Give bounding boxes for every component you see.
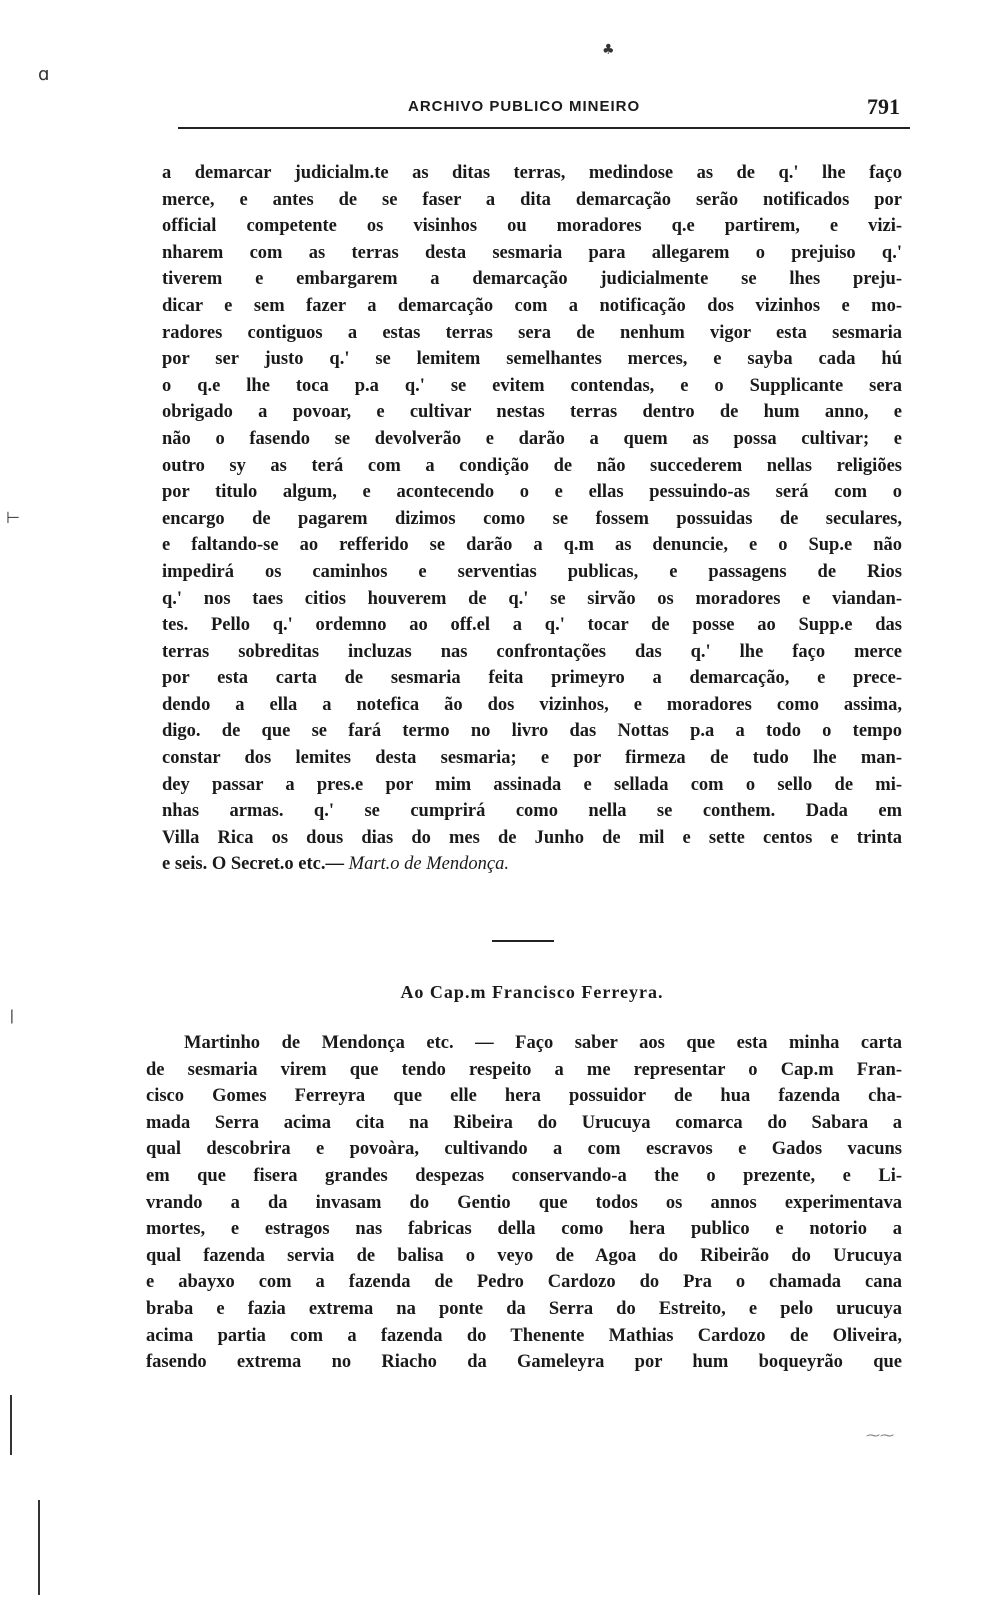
text-line: braba e fazia extrema na ponte da Serra do Estreito, e pelo urucuya	[146, 1298, 902, 1319]
second-entry-text	[146, 1030, 902, 1376]
text-line: obrigado a povoar, e cultivar nestas terras dentro de hum anno, e	[162, 402, 902, 423]
text-line: em que fisera grandes despezas conservando-a the o prezente, e Li-	[146, 1165, 902, 1186]
text-line: merce, e antes de se faser a dita demarcação serão notificados por	[162, 189, 902, 210]
margin-mark: ♣	[602, 42, 615, 58]
text-line: e abayxo com a fazenda de Pedro Cardozo do Pra o chamada cana	[146, 1272, 902, 1293]
running-head	[178, 94, 908, 124]
text-line: de sesmaria virem que tendo respeito a me representar o Cap.m Fran-	[146, 1059, 902, 1080]
text-line: mortes, e estragos nas fabricas della como hera publico e notorio a	[146, 1219, 902, 1240]
text-line: acima partia com a fazenda do Thenente Mathias Cardozo de Oliveira,	[146, 1325, 902, 1346]
text-line: por esta carta de sesmaria feita primeyro a demarcação, e prece-	[162, 668, 902, 689]
text-line: outro sy as terá com a condição de não succederem nellas religiões	[162, 455, 902, 476]
first-entry-text	[162, 160, 902, 878]
text-line: mada Serra acima cita na Ribeira do Urucuya comarca do Sabara a	[146, 1112, 902, 1133]
text-line: Martinho de Mendonça etc. — Faço saber aos que esta minha carta	[184, 1033, 902, 1053]
margin-mark: ɑ	[38, 64, 50, 85]
text-line: digo. de que se fará termo no livro das Nottas p.a a todo o tempo	[162, 721, 902, 742]
text-line: por ser justo q.' se lemitem semelhantes merces, e sayba cada hú	[162, 349, 902, 370]
signature: Mart.o de Mendonça.	[348, 854, 509, 875]
closing-text: e seis. O Secret.o etc.—	[162, 854, 345, 875]
text-line: official competente os visinhos ou moradores q.e partirem, e vizi-	[162, 216, 902, 237]
section-divider	[492, 940, 554, 942]
section-heading: Ao Cap.m Francisco Ferreyra.	[400, 982, 664, 1002]
text-line: dicar e sem fazer a demarcação com a notificação dos vizinhos e mo-	[162, 295, 902, 316]
text-line: tes. Pello q.' ordemno ao off.el a q.' tocar de posse ao Supp.e das	[162, 615, 902, 636]
text-line: nharem com as terras desta sesmaria para allegarem o prejuiso q.'	[162, 242, 902, 263]
text-line: cisco Gomes Ferreyra que elle hera possuidor de hua fazenda cha-	[146, 1086, 902, 1107]
text-line: e faltando-se ao refferido se darão a q.m as denuncie, e o Sup.e não	[162, 535, 902, 556]
text-line: não o fasendo se devolverão e darão a quem as possa cultivar; e	[162, 428, 902, 449]
text-line: qual fazenda servia de balisa o veyo de Agoa do Ribeirão do Urucuya	[146, 1245, 902, 1266]
margin-mark: ⁓⁓	[866, 1428, 894, 1444]
margin-scan-line	[10, 1395, 12, 1455]
text-line: encargo de pagarem dizimos como se fossem possuidas de seculares,	[162, 508, 902, 529]
page-number: 791	[867, 94, 900, 119]
margin-mark: ⊢	[6, 508, 20, 527]
text-line: nhas armas. q.' se cumprirá como nella se conthem. Dada em	[162, 801, 902, 822]
margin-scan-line	[38, 1500, 40, 1595]
text-line: por titulo algum, e acontecendo o e ellas pessuindo-as será com o	[162, 482, 902, 503]
text-line: dendo a ella a notefica ão dos vizinhos, e moradores como assima,	[162, 694, 902, 715]
text-line: Villa Rica os dous dias do mes de Junho de mil e sette centos e trinta	[162, 827, 902, 848]
text-line: qual descobrira e povoàra, cultivando a com escravos e Gados vacuns	[146, 1139, 902, 1160]
text-line: constar dos lemites desta sesmaria; e por firmeza de tudo lhe man-	[162, 748, 902, 769]
text-line: fasendo extrema no Riacho da Gameleyra por hum boqueyrão que	[146, 1352, 902, 1373]
header-rule	[178, 127, 910, 129]
margin-mark: ❘	[6, 1008, 18, 1024]
text-line: o q.e lhe toca p.a q.' se evitem contendas, e o Supplicante sera	[162, 375, 902, 396]
text-line: vrando a da invasam do Gentio que todos os annos experimentava	[146, 1192, 902, 1213]
text-line: a demarcar judicialm.te as ditas terras, medindose as de q.' lhe faço	[162, 163, 902, 183]
text-line: tiverem e embargarem a demarcação judicialmente se lhes preju-	[162, 269, 902, 290]
text-line: dey passar a pres.e por mim assinada e sellada com o sello de mi-	[162, 774, 902, 795]
text-line: q.' nos taes citios houverem de q.' se sirvão os moradores e viandan-	[162, 588, 902, 609]
running-title: ARCHIVO PUBLICO MINEIRO	[408, 98, 641, 115]
text-line: impedirá os caminhos e serventias publicas, e passagens de Rios	[162, 561, 902, 582]
closing-line	[162, 851, 902, 878]
text-line: radores contiguos a estas terras sera de nenhum vigor esta sesmaria	[162, 322, 902, 343]
text-line: terras sobreditas incluzas nas confrontações das q.' lhe faço merce	[162, 641, 902, 662]
